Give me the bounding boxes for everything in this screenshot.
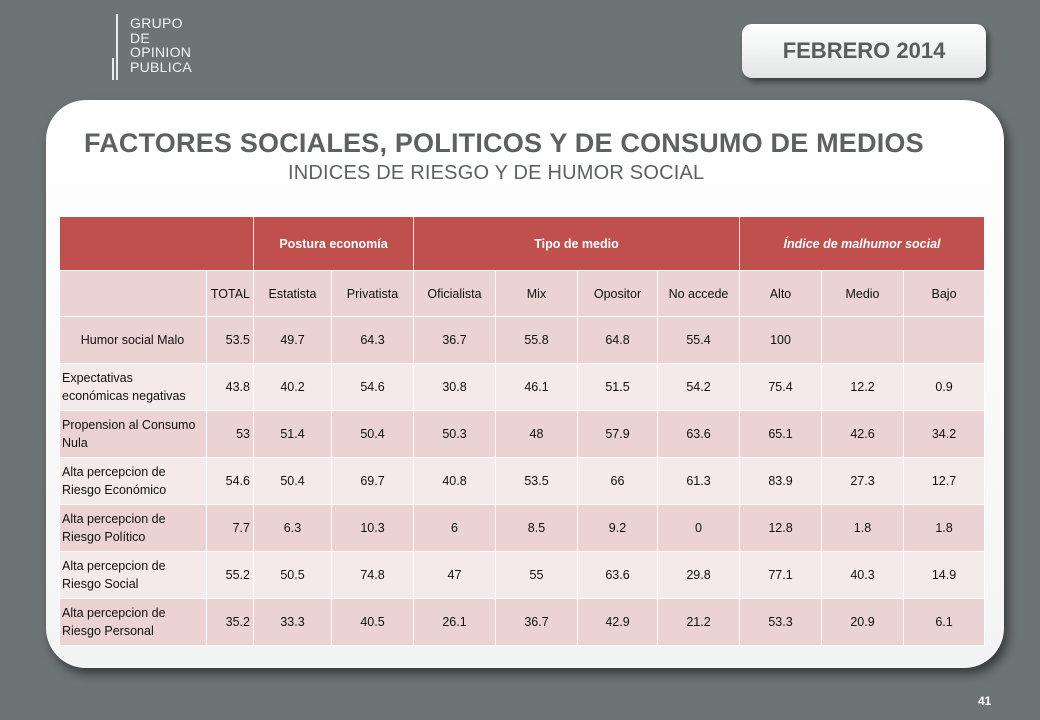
column-header: No accede	[658, 271, 740, 317]
table-cell: 77.1	[740, 552, 822, 599]
logo-mark-icon	[112, 14, 124, 80]
table-cell: 30.8	[414, 364, 496, 411]
table-row	[60, 552, 985, 599]
table-row	[60, 599, 985, 646]
table-cell: 53.5	[207, 317, 254, 364]
table-row	[60, 411, 985, 458]
table-cell: 6	[414, 505, 496, 552]
table-cell: 27.3	[822, 458, 904, 505]
table-row	[60, 364, 985, 411]
table-cell: 43.8	[207, 364, 254, 411]
table-cell: 8.5	[496, 505, 578, 552]
table-cell: 14.9	[904, 552, 985, 599]
page-subtitle: INDICES DE RIESGO Y DE HUMOR SOCIAL	[288, 162, 705, 184]
table-cell: 69.7	[332, 458, 414, 505]
table-cell: 34.2	[904, 411, 985, 458]
table-cell: 55.4	[658, 317, 740, 364]
table-cell: 9.2	[578, 505, 658, 552]
column-header: Alto	[740, 271, 822, 317]
table-cell: 64.3	[332, 317, 414, 364]
column-header-empty	[60, 271, 207, 317]
table-cell: 36.7	[496, 599, 578, 646]
table-cell: 53	[207, 411, 254, 458]
table-cell: 55.8	[496, 317, 578, 364]
table-cell: 46.1	[496, 364, 578, 411]
column-header: Bajo	[904, 271, 985, 317]
row-label: Propension al Consumo Nula	[60, 411, 207, 458]
table-corner-cell	[60, 217, 254, 271]
logo-line: DE	[130, 29, 151, 46]
table-cell: 0	[658, 505, 740, 552]
table-row	[60, 458, 985, 505]
table-cell: 75.4	[740, 364, 822, 411]
table-cell: 64.8	[578, 317, 658, 364]
table-cell: 50.4	[332, 411, 414, 458]
table-cell: 35.2	[207, 599, 254, 646]
row-label: Alta percepcion de Riesgo Político	[60, 505, 207, 552]
table-cell: 51.4	[254, 411, 332, 458]
column-header: Oficialista	[414, 271, 496, 317]
table-cell: 1.8	[822, 505, 904, 552]
table-cell: 74.8	[332, 552, 414, 599]
column-header: TOTAL	[207, 271, 254, 317]
table-cell: 50.4	[254, 458, 332, 505]
table-group-header	[60, 217, 985, 271]
table-cell: 36.7	[414, 317, 496, 364]
row-label: Humor social Malo	[60, 317, 207, 364]
logo-line: GRUPO	[130, 15, 183, 31]
table-cell: 54.2	[658, 364, 740, 411]
table-cell: 48	[496, 411, 578, 458]
table-cell: 63.6	[658, 411, 740, 458]
table-row	[60, 317, 985, 364]
table-cell: 54.6	[332, 364, 414, 411]
table-cell: 61.3	[658, 458, 740, 505]
table-cell: 53.3	[740, 599, 822, 646]
data-table	[59, 216, 985, 646]
table-cell: 50.5	[254, 552, 332, 599]
table-cell: 63.6	[578, 552, 658, 599]
table-cell: 10.3	[332, 505, 414, 552]
table-cell: 100	[740, 317, 822, 364]
table-cell: 6.3	[254, 505, 332, 552]
table-cell: 65.1	[740, 411, 822, 458]
table-cell: 40.5	[332, 599, 414, 646]
table-cell: 55.2	[207, 552, 254, 599]
logo	[112, 14, 192, 80]
table-cell: 40.3	[822, 552, 904, 599]
column-header: Estatista	[254, 271, 332, 317]
date-badge: FEBRERO 2014	[742, 24, 986, 78]
table-cell: 40.2	[254, 364, 332, 411]
row-label: Alta percepcion de Riesgo Social	[60, 552, 207, 599]
logo-line: OPINION	[130, 44, 192, 60]
table-cell: 29.8	[658, 552, 740, 599]
table-cell: 40.8	[414, 458, 496, 505]
table-cell: 49.7	[254, 317, 332, 364]
logo-line: PUBLICA	[130, 58, 193, 75]
table-cell: 6.1	[904, 599, 985, 646]
table-cell: 0.9	[904, 364, 985, 411]
row-label: Expectativas económicas negativas	[60, 364, 207, 411]
table-cell: 83.9	[740, 458, 822, 505]
table-cell: 54.6	[207, 458, 254, 505]
column-header: Privatista	[332, 271, 414, 317]
group-header-malhumor: Índice de malhumor social	[740, 217, 985, 271]
row-label: Alta percepcion de Riesgo Personal	[60, 599, 207, 646]
table-cell: 12.7	[904, 458, 985, 505]
group-header-postura: Postura economía	[254, 217, 414, 271]
page-title: FACTORES SOCIALES, POLITICOS Y DE CONSUMO DE MEDIOS	[84, 128, 924, 158]
table-cell: 55	[496, 552, 578, 599]
table-cell: 50.3	[414, 411, 496, 458]
table-cell: 66	[578, 458, 658, 505]
table-row	[60, 505, 985, 552]
column-header: Medio	[822, 271, 904, 317]
table-cell: 20.9	[822, 599, 904, 646]
table-cell: 12.8	[740, 505, 822, 552]
table-cell: 57.9	[578, 411, 658, 458]
logo-text	[130, 16, 192, 74]
table-cell: 7.7	[207, 505, 254, 552]
row-label: Alta percepcion de Riesgo Económico	[60, 458, 207, 505]
table-cell: 21.2	[658, 599, 740, 646]
table-cell: 42.6	[822, 411, 904, 458]
table-column-header	[60, 271, 985, 317]
table-cell: 26.1	[414, 599, 496, 646]
table-cell: 42.9	[578, 599, 658, 646]
table-cell: 47	[414, 552, 496, 599]
table-cell	[904, 317, 985, 364]
table-cell: 51.5	[578, 364, 658, 411]
table-cell	[822, 317, 904, 364]
table-cell: 33.3	[254, 599, 332, 646]
table-cell: 53.5	[496, 458, 578, 505]
column-header: Opositor	[578, 271, 658, 317]
column-header: Mix	[496, 271, 578, 317]
table-cell: 12.2	[822, 364, 904, 411]
page-number: 41	[978, 694, 992, 708]
group-header-tipo-medio: Tipo de medio	[414, 217, 740, 271]
table-cell: 1.8	[904, 505, 985, 552]
